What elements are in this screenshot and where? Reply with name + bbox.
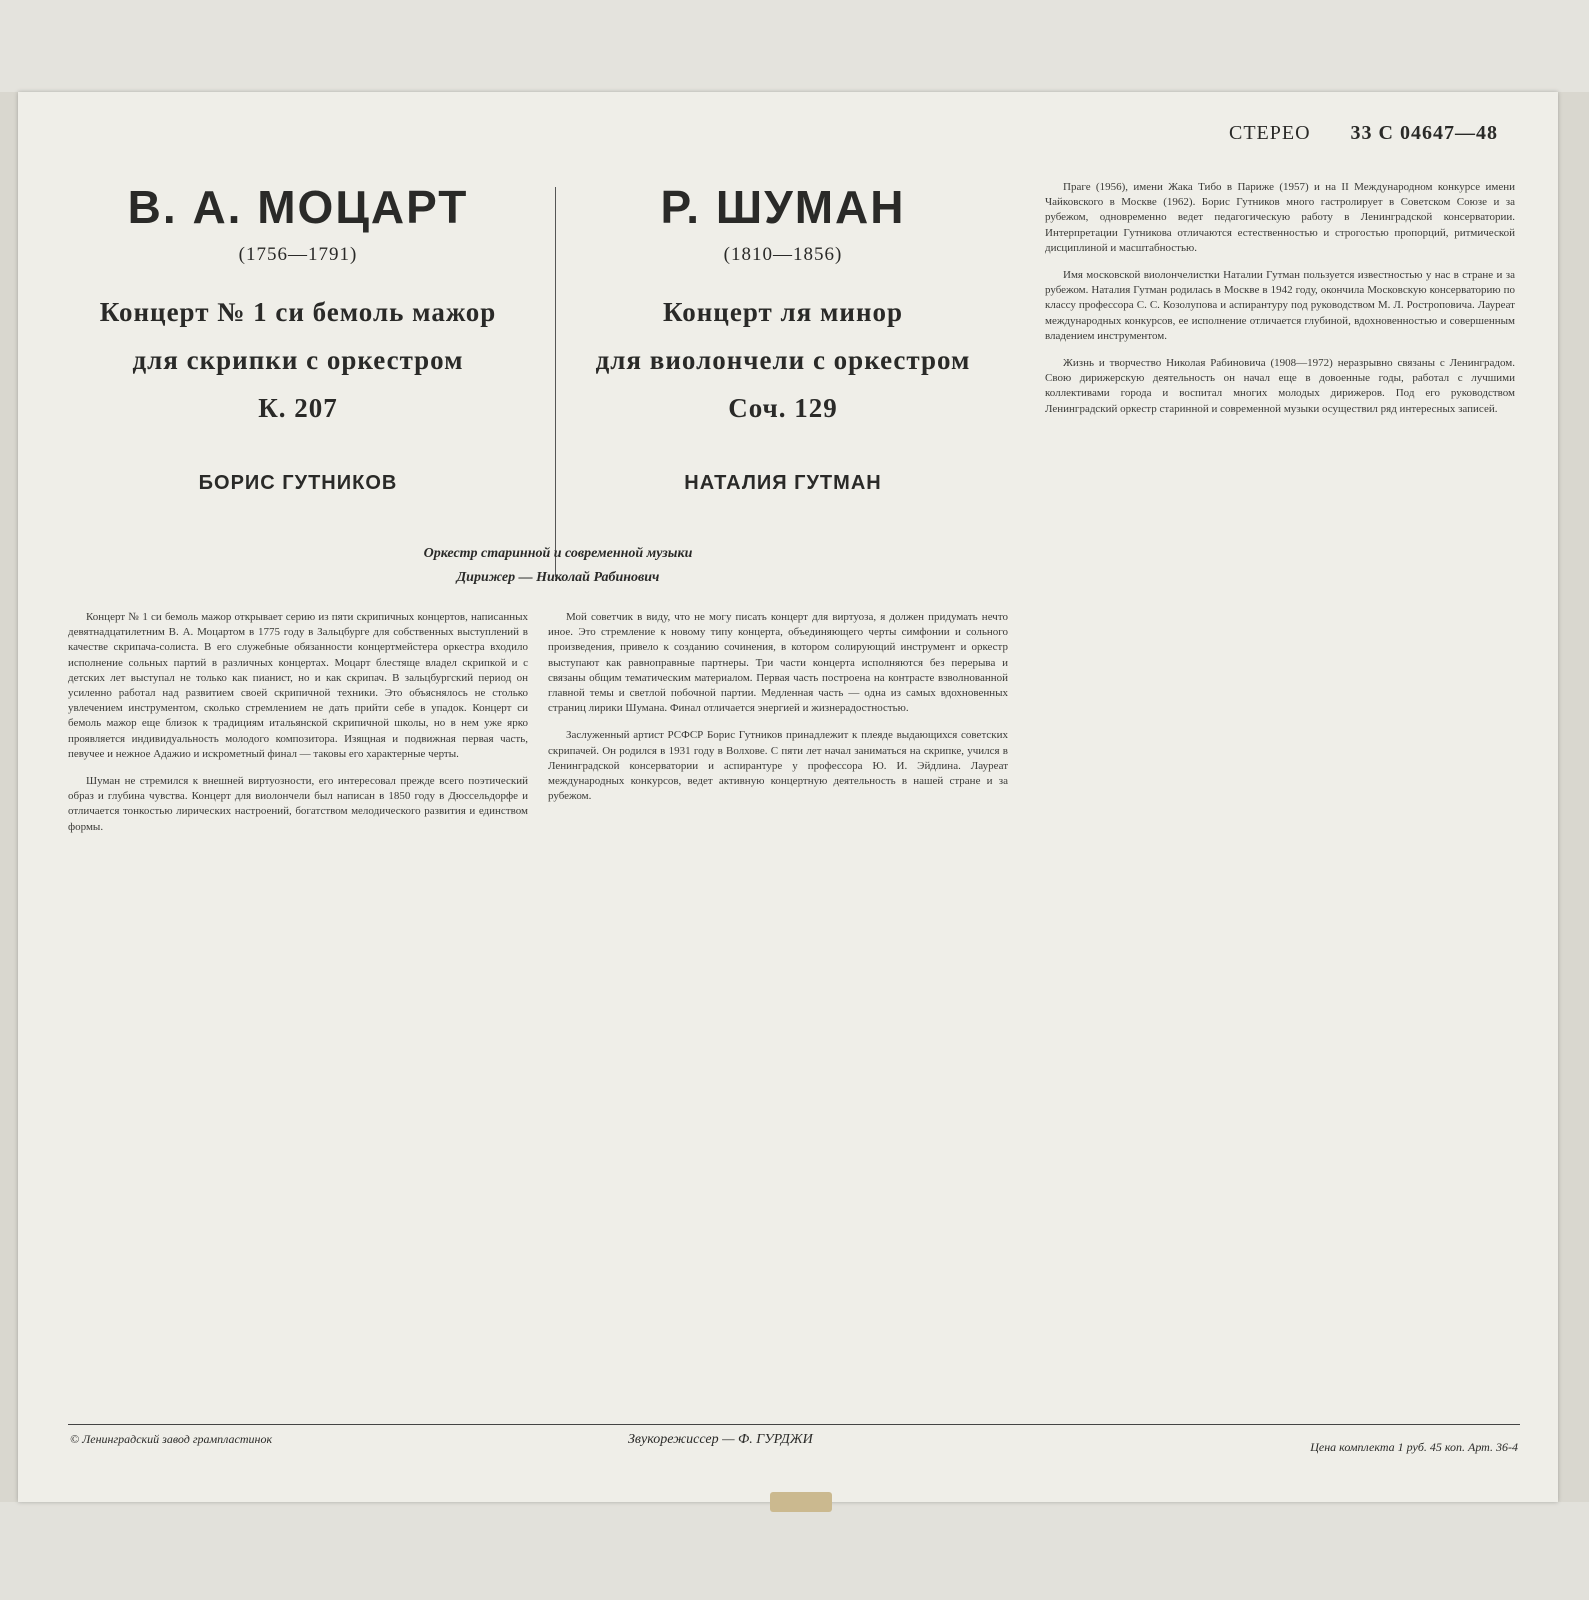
composer-name: Р. ШУМАН	[660, 181, 906, 233]
text-column-1	[68, 610, 528, 1415]
performer-name: НАТАЛИЯ ГУТМАН	[684, 472, 882, 494]
sleeve-tab	[770, 1492, 832, 1512]
paragraph: Шуман не стремился к внешней виртуозности, его интересовал прежде всего поэтический образ и глубина чувства. Концерт для виолончели был написан в 1850 году в Дюссельдорфе и отличается тонкостью лирических настроений, богатством мелодического развития и единством формы.	[68, 775, 528, 833]
footer-copyright: © Ленинградский завод грампластинок	[70, 1432, 273, 1446]
stereo-label: СТЕРЕО	[1228, 122, 1311, 144]
paragraph: Имя московской виолончелистки Наталии Гутман пользуется известностью у нас в стране и за рубежом. Наталия Гутман родилась в Москве в 1942 году, окончила Московскую консерваторию по классу профессора С. С. Козолупова и аспирантуру под руководством М. Л. Ростроповича. Лауреат международных конкурсов, ее исполнение отличается глубиной, вдохновенностью и совершенным владением инструментом.	[1045, 269, 1515, 342]
paragraph: Концерт № 1 си бемоль мажор открывает серию из пяти скрипичных концертов, написанных девятнадцатилетним В. А. Моцартом в 1775 году в Зальцбурге для собственных выступлений в качестве скрипача-солиста. В его служебные обязанности концертмейстера оркестра входило исполнение сольных партий в различных концертах. Моцарт блестяще владел скрипкой и с детских лет выступал не только как пианист, но и как скрипач. В зальцбургский период он усиленно работал над развитием своей скрипичной техники. Это объяснялось не столько увлечением инструментом, сколько стремлением не дать прийти себе в упадок. Концерт си бемоль мажор еще близок к традициям итальянской скрипичной школы, но в нем уже ярко проявляется индивидуальность молодого композитора. Изящная и подвижная первая часть, певучее и нежное Адажио и искрометный финал — таковы его характерные черты.	[68, 611, 528, 760]
composer-years: (1810—1856)	[723, 244, 843, 265]
work-title	[558, 288, 1008, 432]
sleeve-bottom-strip	[0, 1502, 1589, 1600]
performer-name: БОРИС ГУТНИКОВ	[198, 472, 398, 494]
mozart-header	[58, 180, 538, 495]
text-column-3	[1045, 180, 1515, 1415]
paragraph: Жизнь и творчество Николая Рабиновича (1908—1972) неразрывно связаны с Ленинградом. Свою дирижерскую деятельность он начал еще в довоенные годы, работал с лучшими коллективами города и воспитал многих молодых дирижеров. Под его руководством Ленинградский оркестр старинной и современной музыки осуществил ряд интересных записей.	[1045, 357, 1515, 415]
footer-price: Цена комплекта 1 руб. 45 коп. Арт. 36-4	[1310, 1440, 1518, 1454]
footer-sound-engineer: Звукорежиссер — Ф. ГУРДЖИ	[628, 1432, 813, 1447]
work-line: Соч. 129	[728, 393, 838, 423]
footer-rule	[68, 1424, 1520, 1425]
work-line: К. 207	[258, 393, 338, 423]
composer-years: (1756—1791)	[238, 244, 358, 265]
conductor-name: Дирижер — Николай Рабинович	[456, 570, 660, 585]
schumann-header	[558, 180, 1008, 495]
orchestra-name: Оркестр старинной и современной музыки	[423, 546, 693, 561]
paragraph: Праге (1956), имени Жака Тибо в Париже (1957) и на II Международном конкурсе имени Чайковского в Москве (1962). Борис Гутников много гастролирует в Советском Союзе и за рубежом, одновременно ведет педагогическую работу в Ленинградской консерватории. Интерпретации Гутникова отличаются естественностью и строгостью пропорций, ритмической дисциплиной и масштабностью.	[1045, 181, 1515, 254]
work-line: для виолончели с оркестром	[595, 345, 971, 375]
orchestra-credit	[318, 542, 798, 590]
header	[1229, 122, 1498, 145]
composer-name: В. А. МОЦАРТ	[127, 181, 469, 233]
sleeve-top-strip	[0, 0, 1589, 92]
work-line: Концерт ля минор	[662, 297, 904, 327]
record-sleeve	[18, 92, 1558, 1502]
paragraph: Мой советчик в виду, что не могу писать концерт для виртуоза, я должен придумать нечто иное. Это стремление к новому типу концерта, объединяющего черты симфонии и сольного произведения, привело к созданию сочинения, в котором солирующий инструмент и оркестр выступают как равноправные партнеры. Три части концерта исполняются без перерыва и связаны общим тематическим материалом. Первая часть построена на контрасте взволнованной главной темы и светлой побочной партии. Медленная часть — одна из самых вдохновенных страниц лирики Шумана. Финал отличается энергией и жизнерадостностью.	[548, 611, 1008, 715]
text-column-2	[548, 610, 1008, 1415]
work-line: Концерт № 1 си бемоль мажор	[99, 297, 497, 327]
work-line: для скрипки с оркестром	[132, 345, 464, 375]
paragraph: Заслуженный артист РСФСР Борис Гутников принадлежит к плеяде выдающихся советских скрипачей. Он родился в 1931 году в Волхове. С пяти лет начал заниматься на скрипке, учился в Ленинградской консерватории и аспирантуре у профессора Ю. И. Эйдлина. Лауреат международных конкурсов, ведет активную концертную деятельность в нашей стране и за рубежом.	[548, 729, 1008, 803]
work-title	[58, 288, 538, 432]
column-divider	[555, 187, 556, 577]
catalog-number: 33 С 04647—48	[1350, 122, 1498, 144]
